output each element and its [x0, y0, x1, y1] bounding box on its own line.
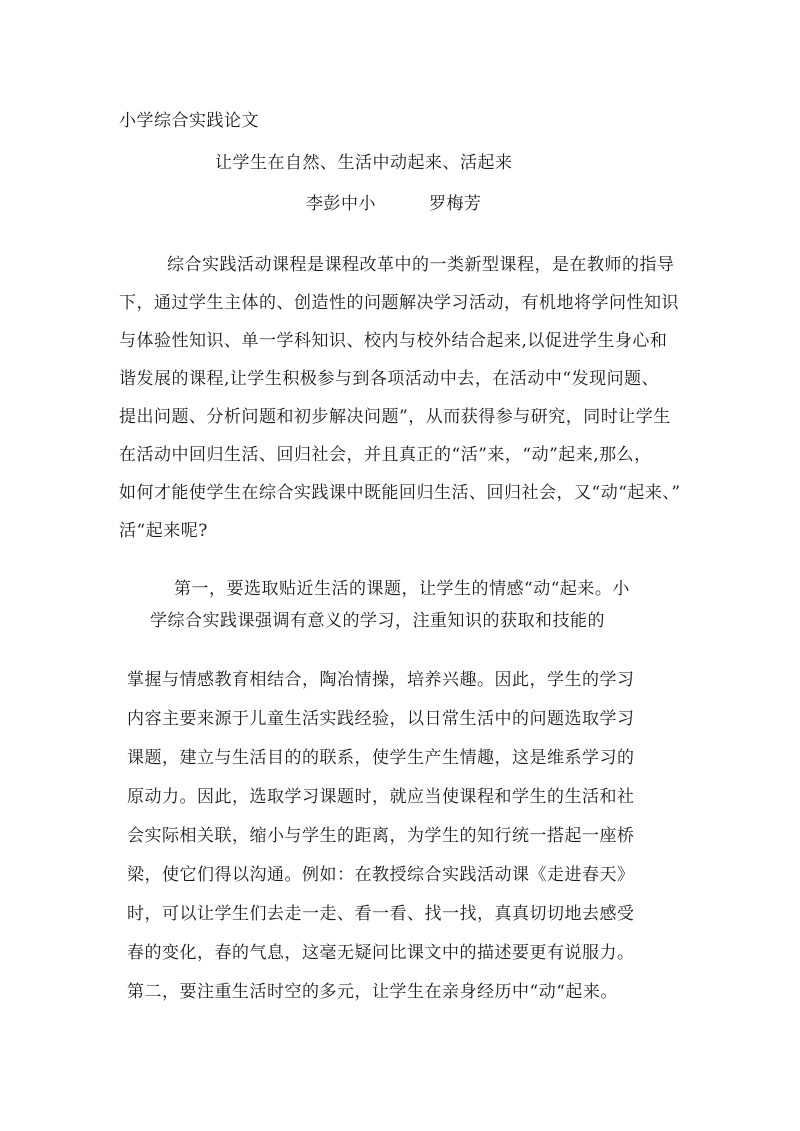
- paragraph-line: 活“起来呢?: [119, 521, 208, 541]
- paragraph-line: 梁，使它们得以沟通。例如：在教授综合实践活动课《走进春天》: [127, 865, 635, 885]
- paragraph-line: 提出问题、分析问题和初步解决问题”，从而获得参与研究，同时让学生: [119, 407, 671, 427]
- section-heading-line: 学综合实践课强调有意义的学习，注重知识的获取和技能的: [150, 611, 605, 631]
- section-heading-line: 第二，要注重生活时空的多元，让学生在亲身经历中“动“起来。: [127, 982, 618, 1002]
- author-school: 李彭中小: [306, 194, 376, 214]
- paragraph-line: 下，通过学生主体的、创造性的问题解决学习活动，有机地将学问性知识: [119, 293, 679, 313]
- paragraph-line: 时，可以让学生们去走一走、看一看、找一找，真真切切地去感受: [127, 904, 635, 924]
- paragraph-line: 原动力。因此，选取学习课题时，就应当使课程和学生的生活和社: [127, 787, 635, 807]
- paragraph-line: 课题，建立与生活目的的联系，使学生产生情趣，这是维系学习的: [127, 748, 635, 768]
- paragraph-line: 在活动中回归生活、回归社会，并且真正的“活”来，“动”起来,那么，: [119, 445, 652, 465]
- article-title: 让学生在自然、生活中动起来、活起来: [215, 153, 513, 173]
- article-category: 小学综合实践论文: [119, 111, 259, 131]
- paragraph-line: 春的变化，春的气息，这毫无疑问比课文中的描述要更有说服力。: [127, 943, 635, 963]
- paragraph-line: 与体验性知识、单一学科知识、校内与校外结合起来,以促进学生身心和: [119, 331, 668, 351]
- paragraph-line: 掌握与情感教育相结合，陶冶情操，培养兴趣。因此，学生的学习: [127, 670, 635, 690]
- author-name: 罗梅芳: [429, 194, 482, 214]
- paragraph-line: 如何才能使学生在综合实践课中既能回归生活、回归社会，又“动“起来、”: [119, 483, 681, 503]
- paragraph-line: 会实际相关联，缩小与学生的距离，为学生的知行统一搭起一座桥: [127, 826, 635, 846]
- section-heading-line: 第一，要选取贴近生活的课题，让学生的情感“动“起来。小: [174, 579, 630, 599]
- paragraph-line: 内容主要来源于儿童生活实践经验，以日常生活中的问题选取学习: [127, 709, 635, 729]
- paragraph-line: 综合实践活动课程是课程改革中的一类新型课程，是在教师的指导: [167, 255, 675, 275]
- paragraph-line: 谐发展的课程,让学生积极参与到各项活动中去，在活动中“发现问题、: [119, 369, 660, 389]
